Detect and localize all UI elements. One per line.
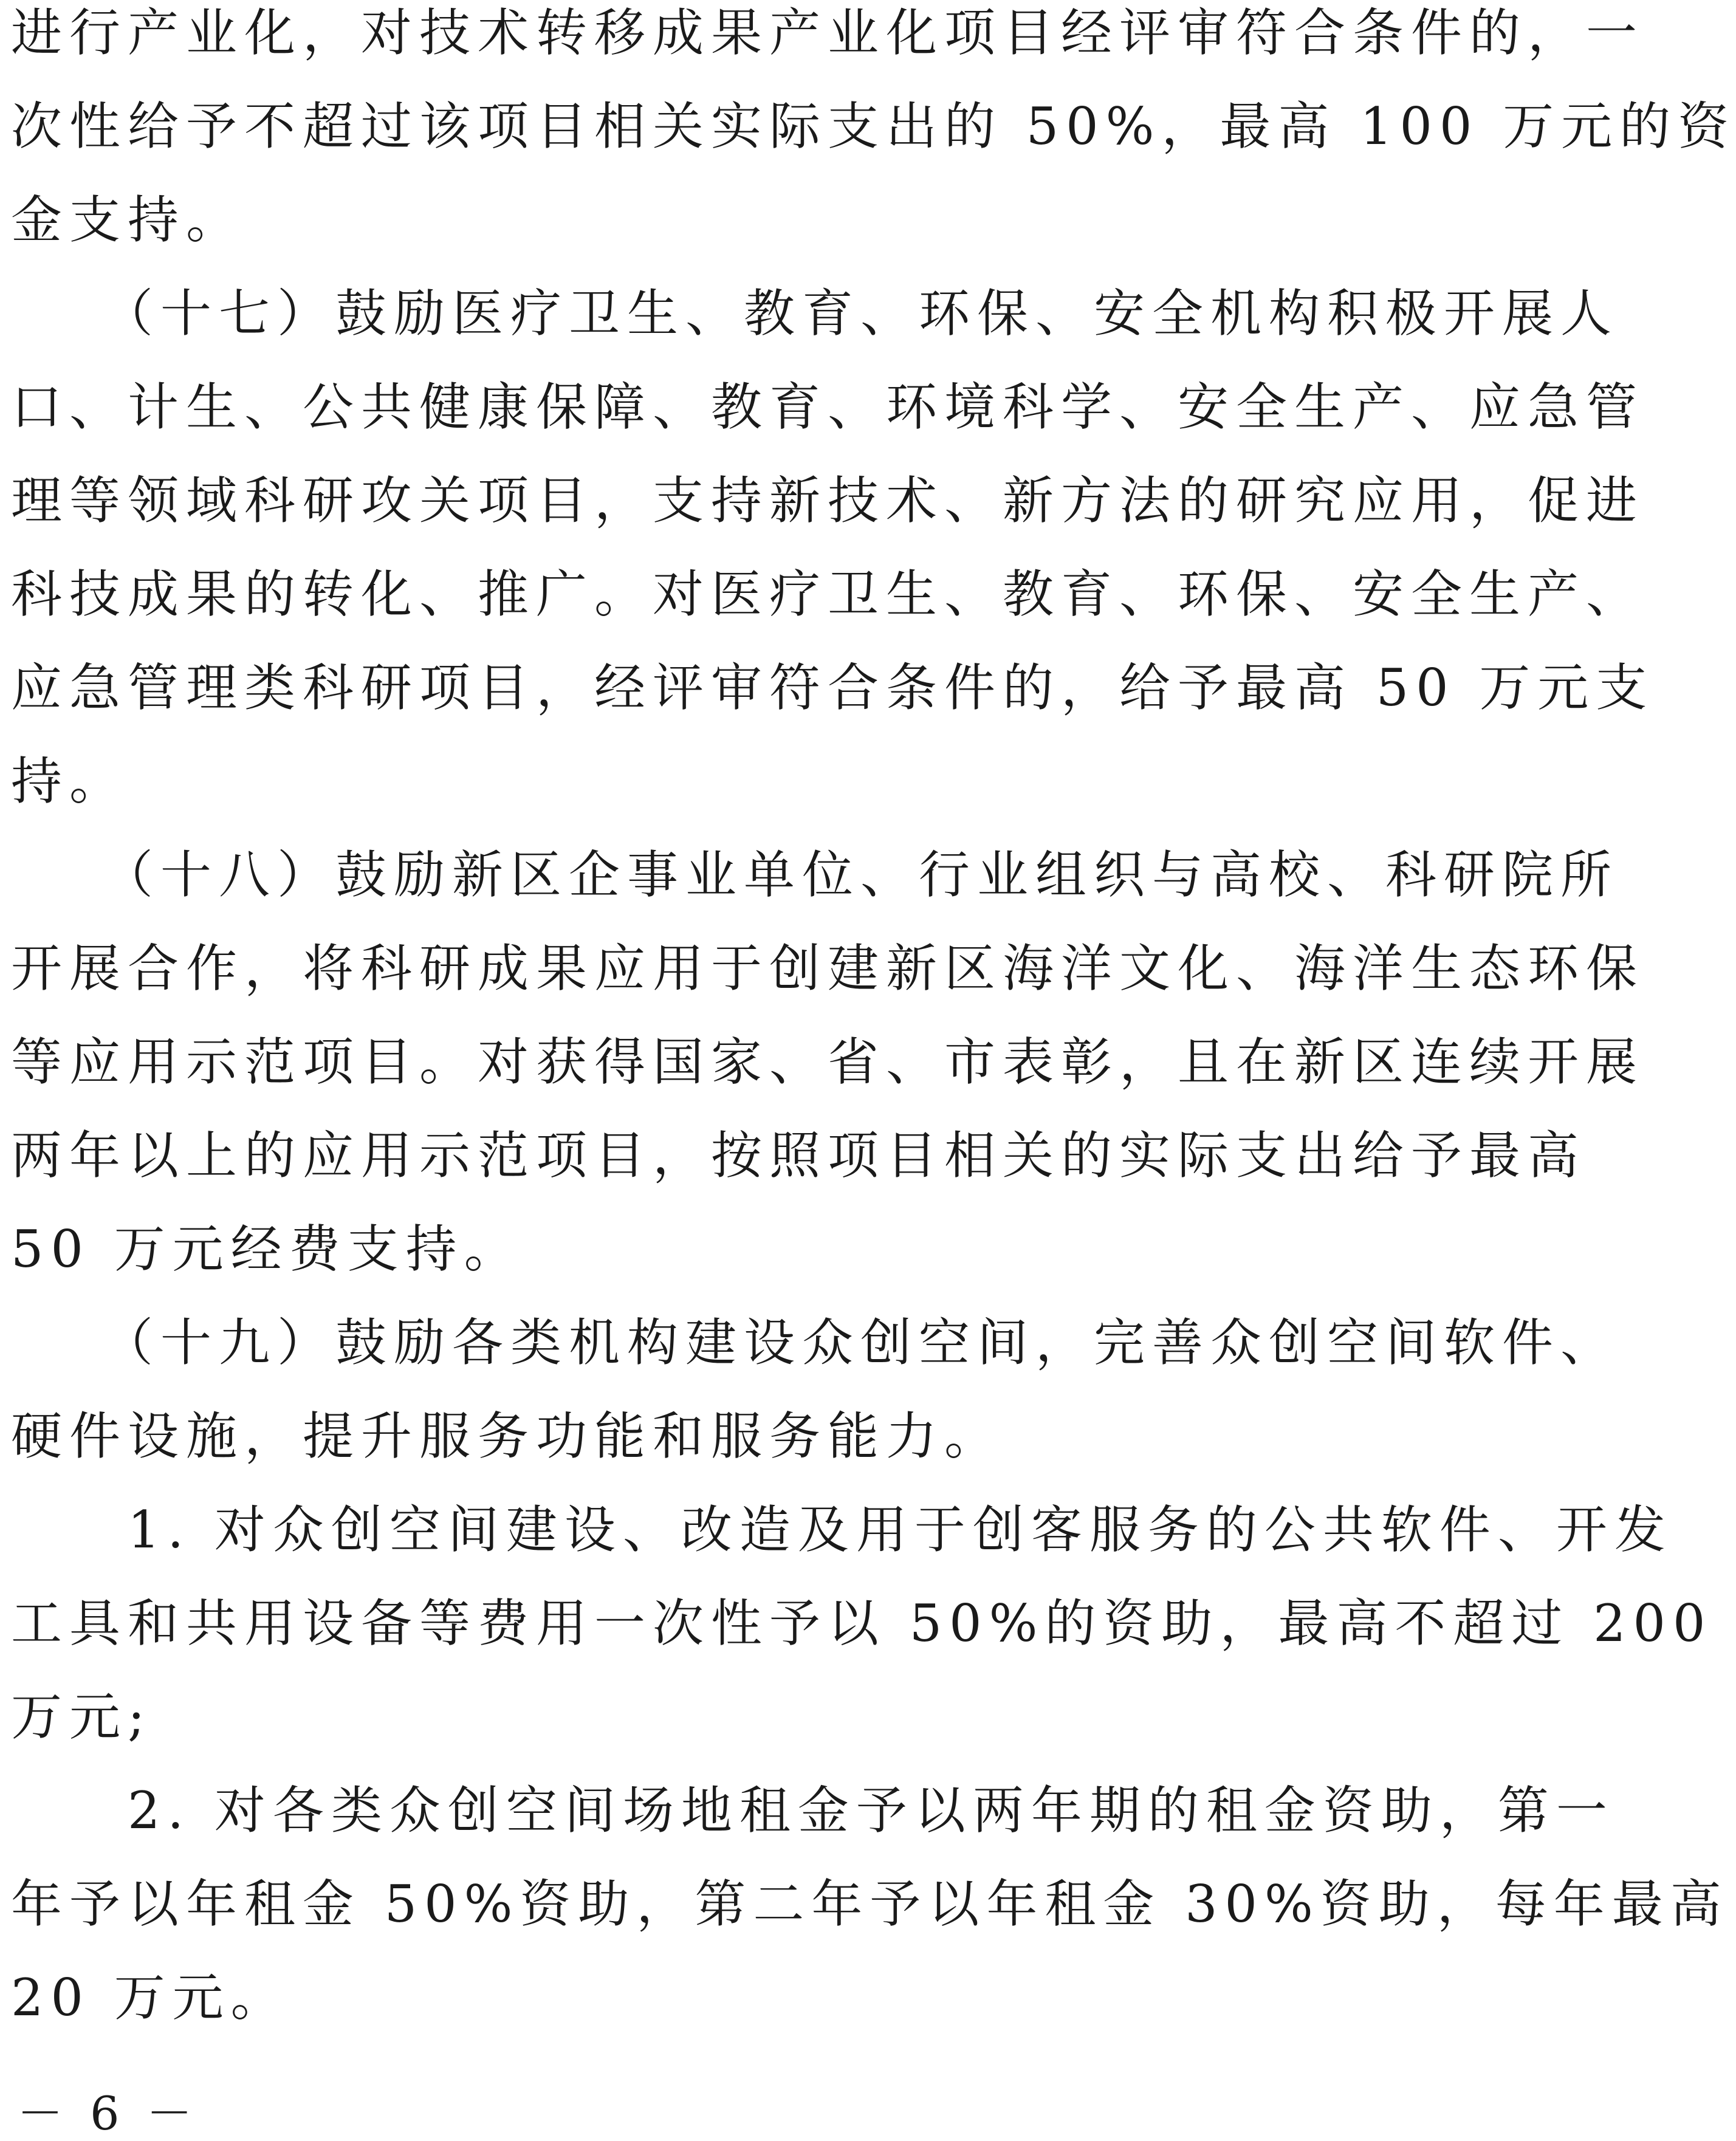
text-line: 科技成果的转化、推广。对医疗卫生、教育、环保、安全生产、 [11,564,1645,624]
text-line: 两年以上的应用示范项目，按照项目相关的实际支出给予最高 [11,1126,1587,1185]
text-line: 硬件设施，提升服务功能和服务能力。 [11,1406,1003,1466]
text-line: 2. 对各类众创空间场地租金予以两年期的租金资助，第一 [11,1781,1614,1840]
text-line: （十八）鼓励新区企事业单位、行业组织与高校、科研院所 [11,845,1619,905]
text-line: 20 万元。 [11,1968,289,2027]
text-line: 持。 [11,752,128,811]
text-line: 工具和共用设备等费用一次性予以 50%的资助，最高不超过 200 [11,1594,1713,1653]
text-line: 理等领域科研攻关项目，支持新技术、新方法的研究应用，促进 [11,471,1645,530]
text-line: 50 万元经费支持。 [11,1219,523,1279]
text-line: 金支持。 [11,190,245,250]
text-line: 开展合作，将科研成果应用于创建新区海洋文化、海洋生态环保 [11,939,1645,998]
page-number: － 6 － [17,2086,199,2140]
text-line: （十九）鼓励各类机构建设众创空间，完善众创空间软件、 [11,1313,1619,1372]
text-line: （十七）鼓励医疗卫生、教育、环保、安全机构积极开展人 [11,284,1619,343]
text-line: 口、计生、公共健康保障、教育、环境科学、安全生产、应急管 [11,377,1645,437]
text-line: 应急管理类科研项目，经评审符合条件的，给予最高 50 万元支 [11,658,1655,718]
text-line: 年予以年租金 50%资助，第二年予以年租金 30%资助，每年最高 [11,1874,1729,1934]
text-line: 1. 对众创空间建设、改造及用于创客服务的公共软件、开发 [11,1500,1673,1560]
text-line: 次性给予不超过该项目相关实际支出的 50%，最高 100 万元的资 [11,97,1736,156]
text-line: 进行产业化，对技术转移成果产业化项目经评审符合条件的，一 [11,3,1645,63]
text-line: 万元; [11,1687,153,1747]
text-line: 等应用示范项目。对获得国家、省、市表彰，且在新区连续开展 [11,1032,1645,1092]
